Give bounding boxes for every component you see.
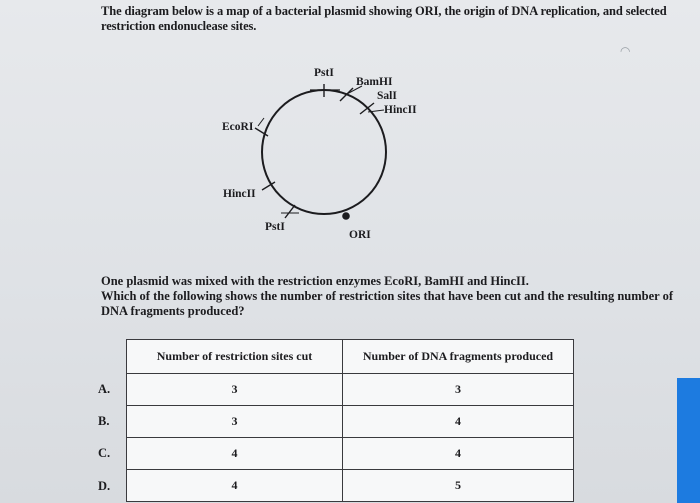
row-d-fragments: 5 [343, 470, 574, 502]
label-pstI-bottom: PstI [265, 221, 285, 233]
label-salI: SalI [377, 90, 397, 102]
table-row[interactable] [127, 470, 574, 502]
table-header-row [127, 340, 574, 374]
row-b-sites: 3 [127, 406, 343, 438]
ori-dot [342, 212, 350, 220]
label-pstI-top: PstI [314, 67, 334, 79]
table-row[interactable] [127, 406, 574, 438]
option-a-label[interactable]: A. [98, 382, 111, 396]
header-fragments: Number of DNA fragments produced [343, 340, 574, 374]
table-row[interactable] [127, 374, 574, 406]
header-sites-cut: Number of restriction sites cut [127, 340, 343, 374]
prompt-line-3: DNA fragments produced? [101, 304, 245, 318]
row-a-fragments: 3 [343, 374, 574, 406]
label-hincII-right: HincII [384, 104, 417, 116]
row-b-fragments: 4 [343, 406, 574, 438]
blue-sidebar-edge [677, 378, 700, 503]
question-prompt [101, 274, 681, 319]
option-d-label[interactable]: D. [98, 479, 111, 493]
row-d-sites: 4 [127, 470, 343, 502]
ecoRI-leader [258, 118, 264, 126]
pen-mark: ◠ [620, 44, 631, 58]
answer-table [126, 339, 574, 502]
option-c-label[interactable]: C. [98, 446, 111, 460]
row-c-fragments: 4 [343, 438, 574, 470]
pstI-bottom-site [285, 205, 295, 218]
question-intro: The diagram below is a map of a bacterial plasmid showing ORI, the origin of DNA replication, and selected restriction endonuclease sites. [101, 4, 667, 33]
label-hincII-left: HincII [223, 188, 256, 200]
label-bamHI: BamHI [356, 76, 393, 88]
prompt-line-1: One plasmid was mixed with the restriction enzymes EcoRI, BamHI and HincII. [101, 274, 529, 288]
table-row[interactable] [127, 438, 574, 470]
label-ecoRI: EcoRI [222, 121, 254, 133]
row-c-sites: 4 [127, 438, 343, 470]
label-ori: ORI [349, 229, 371, 241]
row-a-sites: 3 [127, 374, 343, 406]
prompt-line-2: Which of the following shows the number of restriction sites that have been cut and the resulting number of [101, 289, 674, 303]
option-b-label[interactable]: B. [98, 414, 110, 428]
